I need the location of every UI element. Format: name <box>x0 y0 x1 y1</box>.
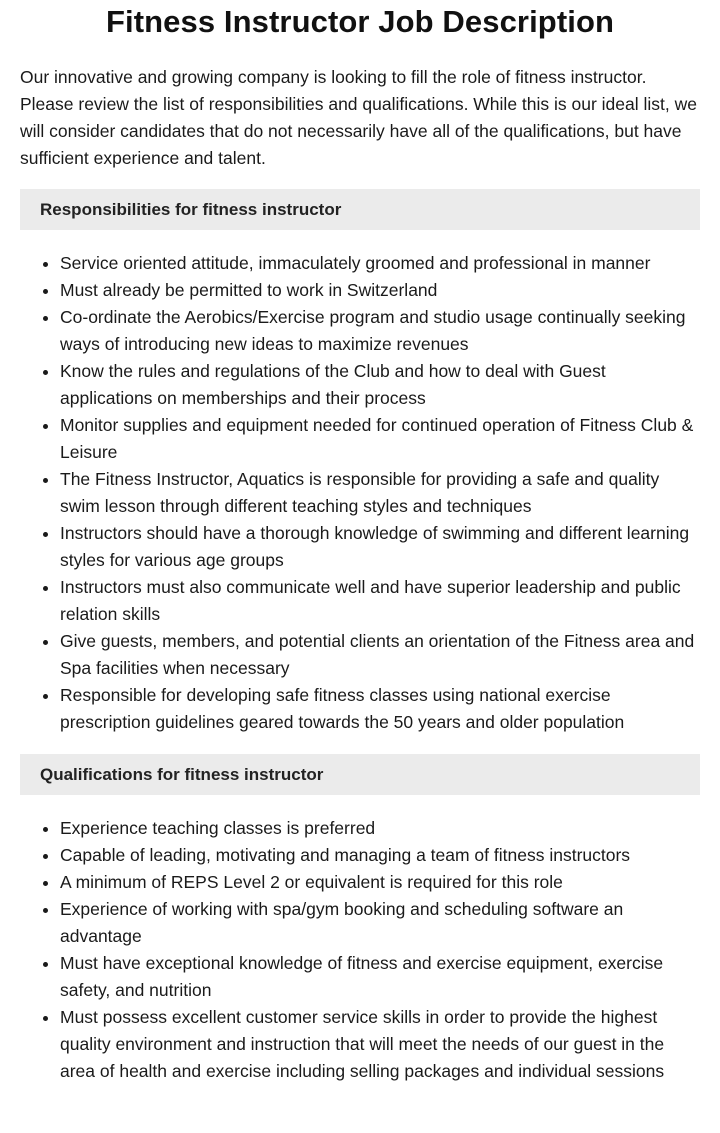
list-item: • Capable of leading, motivating and managing a team of fitness instructors <box>60 842 700 869</box>
list-item: • A minimum of REPS Level 2 or equivalent is required for this role <box>60 869 700 896</box>
list-item: • Must already be permitted to work in Switzerland <box>60 277 700 304</box>
responsibilities-list <box>20 250 700 736</box>
intro-paragraph: Our innovative and growing company is looking to fill the role of fitness instructor. Please review the list of responsibilities and qualifications. While this is our ideal list, we will consider candidates that do not necessarily have all of the qualifications, but have sufficient experience and talent. <box>20 67 697 168</box>
list-item: • The Fitness Instructor, Aquatics is responsible for providing a safe and quality swim lesson through different teaching styles and techniques <box>60 466 700 520</box>
qualifications-heading: Qualifications for fitness instructor <box>20 754 700 795</box>
qualifications-list <box>20 815 700 1085</box>
list-item: • Give guests, members, and potential clients an orientation of the Fitness area and Spa facilities when necessary <box>60 628 700 682</box>
list-item: • Co-ordinate the Aerobics/Exercise program and studio usage continually seeking ways of introducing new ideas to maximize revenues <box>60 304 700 358</box>
list-item: • Responsible for developing safe fitness classes using national exercise prescription guidelines geared towards the 50 years and older population <box>60 682 700 736</box>
page-title: Fitness Instructor Job Description <box>105 4 615 39</box>
list-item: • Must have exceptional knowledge of fitness and exercise equipment, exercise safety, and nutrition <box>60 950 700 1004</box>
responsibilities-heading: Responsibilities for fitness instructor <box>20 189 700 230</box>
list-item: • Service oriented attitude, immaculately groomed and professional in manner <box>60 250 700 277</box>
list-item: • Instructors must also communicate well and have superior leadership and public relation skills <box>60 574 700 628</box>
list-item: • Instructors should have a thorough knowledge of swimming and different learning styles for various age groups <box>60 520 700 574</box>
list-item: • Experience of working with spa/gym booking and scheduling software an advantage <box>60 896 700 950</box>
list-item: • Monitor supplies and equipment needed for continued operation of Fitness Club & Leisure <box>60 412 700 466</box>
list-item: • Experience teaching classes is preferred <box>60 815 700 842</box>
list-item: • Know the rules and regulations of the Club and how to deal with Guest applications on memberships and their process <box>60 358 700 412</box>
list-item: • Must possess excellent customer service skills in order to provide the highest quality environment and instruction that will meet the needs of our guest in the area of health and exercise including selling packages and individual sessions <box>60 1004 700 1085</box>
